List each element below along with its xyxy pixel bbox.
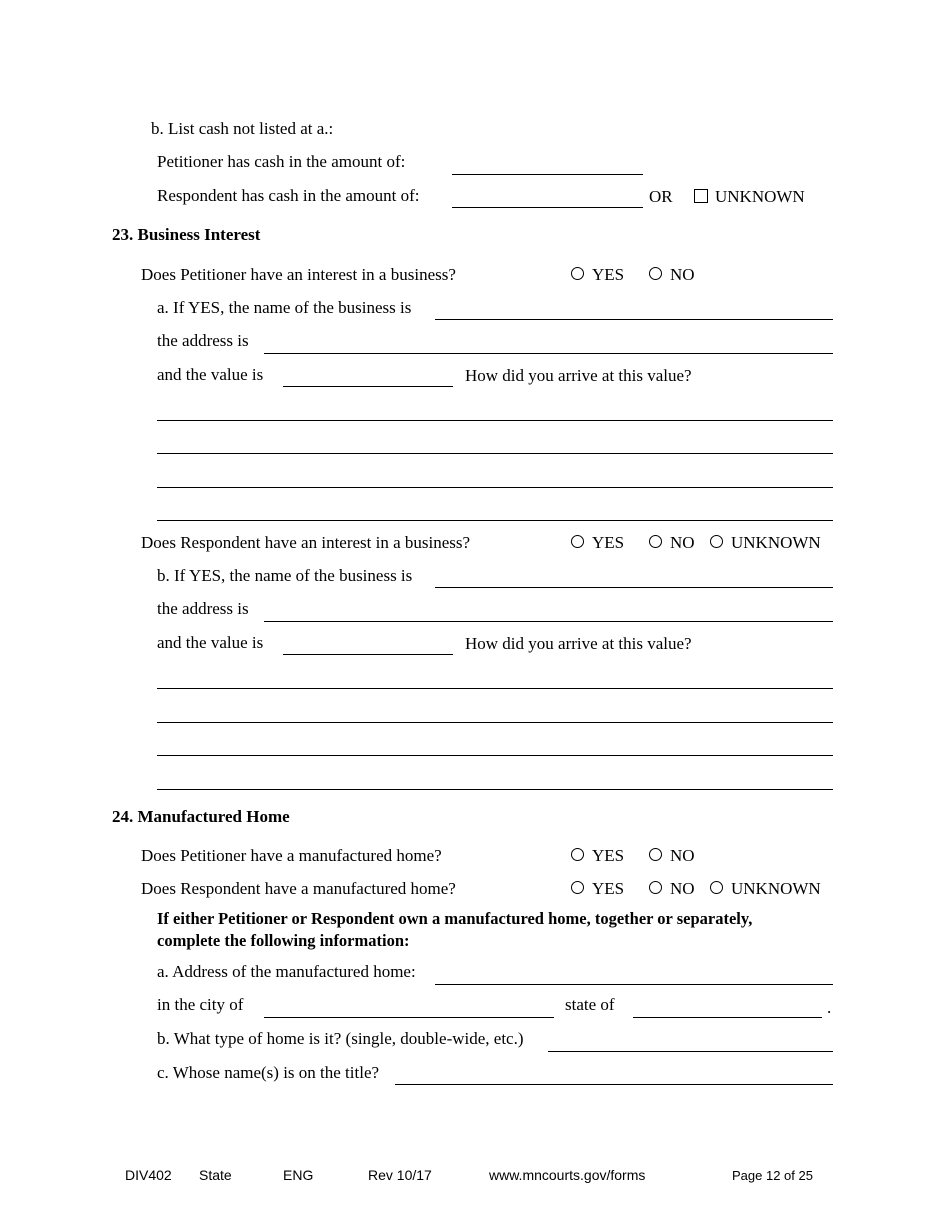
respondent-cash-label: Respondent has cash in the amount of: — [157, 186, 420, 205]
cash-b-label: b. List cash not listed at a.: — [151, 119, 334, 138]
respondent-cash-unknown-label: UNKNOWN — [715, 187, 805, 206]
resp-business-unknown-label: UNKNOWN — [731, 533, 821, 552]
resp-business-no-label: NO — [670, 533, 695, 552]
home-address-label: a. Address of the manufactured home: — [157, 962, 416, 981]
pet-business-value-label: and the value is — [157, 365, 264, 384]
resp-home-yes-label: YES — [592, 879, 625, 898]
pet-business-no-radio[interactable] — [649, 267, 662, 280]
pet-home-no-label: NO — [670, 846, 695, 865]
pet-business-name-field[interactable] — [435, 319, 833, 320]
business-interest-heading: 23. Business Interest — [112, 225, 261, 244]
pet-business-address-label: the address is — [157, 331, 249, 350]
pet-business-how-line-4[interactable] — [157, 520, 833, 521]
resp-business-how-line-1[interactable] — [157, 688, 833, 689]
resp-business-no-radio[interactable] — [649, 535, 662, 548]
resp-home-no-label: NO — [670, 879, 695, 898]
resp-home-question: Does Respondent have a manufactured home? — [141, 879, 456, 898]
petitioner-cash-label: Petitioner has cash in the amount of: — [157, 152, 406, 171]
pet-business-value-field[interactable] — [283, 386, 453, 387]
resp-home-unknown-radio[interactable] — [710, 881, 723, 894]
home-instruction-line-1: If either Petitioner or Respondent own a manufactured home, together or separately, — [157, 909, 753, 928]
home-city-field[interactable] — [264, 1017, 554, 1018]
respondent-cash-field[interactable] — [452, 207, 643, 208]
resp-business-name-field[interactable] — [435, 587, 833, 588]
resp-business-unknown-radio[interactable] — [710, 535, 723, 548]
resp-business-yes-radio[interactable] — [571, 535, 584, 548]
pet-business-question: Does Petitioner have an interest in a business? — [141, 265, 456, 284]
pet-business-yes-radio[interactable] — [571, 267, 584, 280]
resp-business-question: Does Respondent have an interest in a business? — [141, 533, 471, 552]
resp-business-how-line-4[interactable] — [157, 789, 833, 790]
footer-form-id: DIV402 — [125, 1167, 172, 1183]
home-type-label: b. What type of home is it? (single, double-wide, etc.) — [157, 1029, 524, 1048]
home-title-field[interactable] — [395, 1084, 833, 1085]
pet-business-yes-label: YES — [592, 265, 625, 284]
pet-home-yes-label: YES — [592, 846, 625, 865]
pet-business-how-label: How did you arrive at this value? — [465, 366, 692, 385]
home-type-field[interactable] — [548, 1051, 833, 1052]
resp-business-how-label: How did you arrive at this value? — [465, 634, 692, 653]
resp-business-how-line-3[interactable] — [157, 755, 833, 756]
pet-home-question: Does Petitioner have a manufactured home? — [141, 846, 442, 865]
footer-url[interactable]: www.mncourts.gov/forms — [489, 1167, 646, 1183]
footer-state: State — [199, 1167, 232, 1183]
home-address-field[interactable] — [435, 984, 833, 985]
home-state-label: state of — [565, 995, 615, 1014]
resp-business-how-line-2[interactable] — [157, 722, 833, 723]
petitioner-cash-field[interactable] — [452, 174, 643, 175]
resp-business-address-field[interactable] — [264, 621, 833, 622]
resp-business-value-label: and the value is — [157, 633, 264, 652]
home-state-field[interactable] — [633, 1017, 822, 1018]
resp-business-address-label: the address is — [157, 599, 249, 618]
pet-business-how-line-3[interactable] — [157, 487, 833, 488]
home-city-label: in the city of — [157, 995, 244, 1014]
resp-home-no-radio[interactable] — [649, 881, 662, 894]
pet-business-address-field[interactable] — [264, 353, 833, 354]
footer-revision: Rev 10/17 — [368, 1167, 432, 1183]
resp-home-unknown-label: UNKNOWN — [731, 879, 821, 898]
manufactured-home-heading: 24. Manufactured Home — [112, 807, 290, 826]
footer-language: ENG — [283, 1167, 314, 1183]
pet-home-no-radio[interactable] — [649, 848, 662, 861]
pet-business-name-label: a. If YES, the name of the business is — [157, 298, 412, 317]
resp-business-value-field[interactable] — [283, 654, 453, 655]
resp-home-yes-radio[interactable] — [571, 881, 584, 894]
pet-business-how-line-2[interactable] — [157, 453, 833, 454]
pet-home-yes-radio[interactable] — [571, 848, 584, 861]
respondent-cash-unknown-checkbox[interactable] — [694, 189, 708, 203]
resp-business-name-label: b. If YES, the name of the business is — [157, 566, 413, 585]
footer-page-number: Page 12 of 25 — [732, 1168, 813, 1183]
home-title-label: c. Whose name(s) is on the title? — [157, 1063, 380, 1082]
or-label: OR — [649, 187, 673, 206]
home-state-period: . — [827, 998, 832, 1017]
resp-business-yes-label: YES — [592, 533, 625, 552]
home-instruction-line-2: complete the following information: — [157, 931, 410, 950]
pet-business-no-label: NO — [670, 265, 695, 284]
pet-business-how-line-1[interactable] — [157, 420, 833, 421]
